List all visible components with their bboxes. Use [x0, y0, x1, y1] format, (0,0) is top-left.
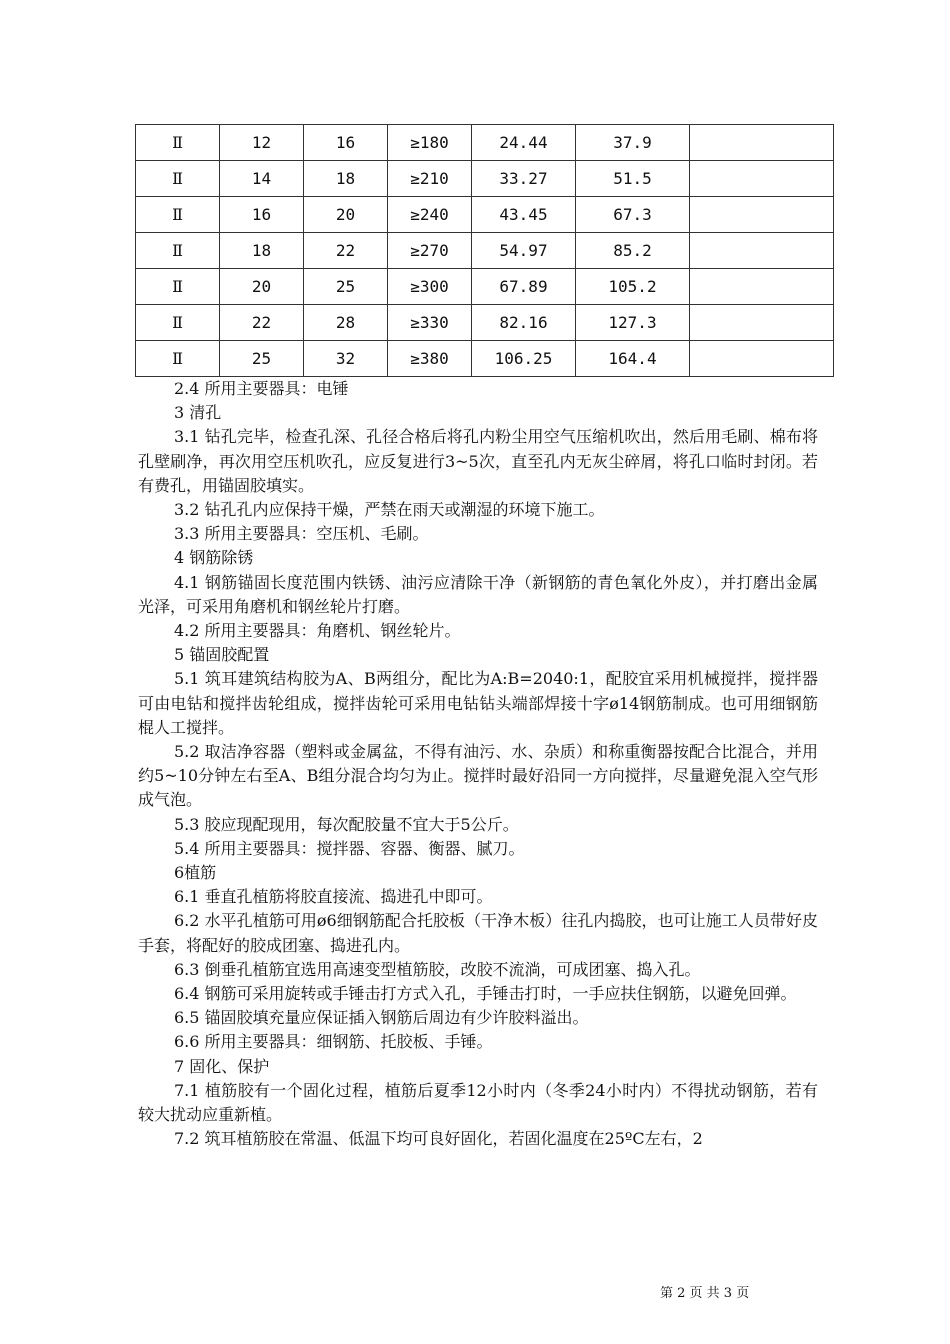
table-row	[136, 341, 834, 377]
table-cell: Ⅱ	[136, 269, 220, 305]
table-cell: ≥380	[388, 341, 472, 377]
table-cell: 12	[220, 125, 304, 161]
table-cell: 25	[304, 269, 388, 305]
paragraph: 3.1 钻孔完毕，检查孔深、孔径合格后将孔内粉尘用空气压缩机吹出，然后用毛刷、棉布将孔壁刷净，再次用空压机吹孔，应反复进行3~5次，直至孔内无灰尘碎屑，将孔口临时封闭。若有费孔，用锚固胶填实。	[138, 427, 818, 495]
table-cell	[690, 161, 834, 197]
table-cell: 24.44	[472, 125, 576, 161]
paragraph: 6.6 所用主要器具：细钢筋、托胶板、手锤。	[174, 1032, 493, 1052]
paragraph: 6.2 水平孔植筋可用ø6细钢筋配合托胶板（干净木板）往孔内捣胶，也可让施工人员带好皮手套，将配好的胶成团塞、捣进孔内。	[138, 911, 818, 955]
table-cell: ≥240	[388, 197, 472, 233]
table-row	[136, 197, 834, 233]
paragraph: 4.2 所用主要器具：角磨机、钢丝轮片。	[174, 621, 461, 641]
table-cell: 14	[220, 161, 304, 197]
paragraph: 4 钢筋除锈	[174, 548, 254, 568]
table-cell: ≥210	[388, 161, 472, 197]
paragraph: 7.2 筑耳植筋胶在常温、低温下均可良好固化，若固化温度在25ºC左右，2	[174, 1129, 703, 1149]
paragraph: 4.1 钢筋锚固长度范围内铁锈、油污应清除干净（新钢筋的青色氧化外皮），并打磨出金属光泽，可采用角磨机和钢丝轮片打磨。	[138, 572, 818, 616]
paragraph: 5.1 筑耳建筑结构胶为A、B两组分，配比为A:B=2040:1，配胶宜采用机械搅拌，搅拌器可由电钻和搅拌齿轮组成，搅拌齿轮可采用电钻钻头端部焊接十字ø14钢筋制成。也可用细钢筋棍人工搅拌。	[138, 669, 818, 737]
table-cell: 67.3	[576, 197, 690, 233]
table-cell: 82.16	[472, 305, 576, 341]
table-cell: 28	[304, 305, 388, 341]
table-cell: Ⅱ	[136, 233, 220, 269]
paragraph: 6.4 钢筋可采用旋转或手锤击打方式入孔，手锤击打时，一手应扶住钢筋，以避免回弹。	[174, 984, 797, 1004]
table-cell	[690, 233, 834, 269]
paragraph: 6.5 锚固胶填充量应保证插入钢筋后周边有少许胶料溢出。	[174, 1008, 589, 1028]
paragraph: 3.3 所用主要器具：空压机、毛刷。	[174, 524, 429, 544]
page-footer: 第 2 页 共 3 页	[660, 1286, 750, 1301]
table-cell: 16	[304, 125, 388, 161]
table-cell: Ⅱ	[136, 125, 220, 161]
table-row	[136, 233, 834, 269]
table-cell: 32	[304, 341, 388, 377]
paragraph: 7 固化、保护	[174, 1056, 270, 1076]
table-cell: 22	[304, 233, 388, 269]
table-cell	[690, 269, 834, 305]
table-cell	[690, 341, 834, 377]
table-cell: 20	[304, 197, 388, 233]
table-cell: 51.5	[576, 161, 690, 197]
table-cell: ≥270	[388, 233, 472, 269]
table-cell: 22	[220, 305, 304, 341]
table-cell	[690, 197, 834, 233]
table-cell: 43.45	[472, 197, 576, 233]
table-cell: 25	[220, 341, 304, 377]
paragraph: 6.3 倒垂孔植筋宜选用高速变型植筋胶，改胶不流淌，可成团塞、捣入孔。	[174, 959, 701, 979]
table-cell: 164.4	[576, 341, 690, 377]
table-cell: Ⅱ	[136, 197, 220, 233]
table-row	[136, 269, 834, 305]
paragraph: 6.1 垂直孔植筋将胶直接流、捣进孔中即可。	[174, 887, 493, 907]
table-cell: 67.89	[472, 269, 576, 305]
paragraph: 5 锚固胶配置	[174, 645, 270, 665]
table-cell: 54.97	[472, 233, 576, 269]
table-row	[136, 161, 834, 197]
table-cell: Ⅱ	[136, 161, 220, 197]
table-cell: 33.27	[472, 161, 576, 197]
table-cell: Ⅱ	[136, 305, 220, 341]
document-body	[138, 377, 818, 1152]
paragraph: 3.2 钻孔孔内应保持干燥，严禁在雨天或潮湿的环境下施工。	[174, 500, 605, 520]
table-cell	[690, 305, 834, 341]
paragraph: 2.4 所用主要器具：电锤	[174, 379, 349, 398]
table-cell: 127.3	[576, 305, 690, 341]
table-cell: 16	[220, 197, 304, 233]
table-cell: 37.9	[576, 125, 690, 161]
table-cell: 20	[220, 269, 304, 305]
paragraph: 5.3 胶应现配现用，每次配胶量不宜大于5公斤。	[174, 814, 519, 834]
anchor-spec-table	[135, 124, 834, 377]
table-cell: Ⅱ	[136, 341, 220, 377]
table-cell: ≥180	[388, 125, 472, 161]
paragraph: 6植筋	[174, 863, 217, 883]
table-cell: 85.2	[576, 233, 690, 269]
table-cell: 105.2	[576, 269, 690, 305]
table-cell: ≥300	[388, 269, 472, 305]
table-cell: 18	[304, 161, 388, 197]
table-cell	[690, 125, 834, 161]
paragraph: 5.2 取洁净容器（塑料或金属盆，不得有油污、水、杂质）和称重衡器按配合比混合，并用约5~10分钟左右至A、B组分混合均匀为止。搅拌时最好沿同一方向搅拌，尽量避免混入空气形成气泡。	[138, 742, 818, 810]
paragraph: 5.4 所用主要器具：搅拌器、容器、衡器、腻刀。	[174, 838, 525, 858]
table-row	[136, 125, 834, 161]
table-cell: 18	[220, 233, 304, 269]
paragraph: 7.1 植筋胶有一个固化过程，植筋后夏季12小时内（冬季24小时内）不得扰动钢筋，若有较大扰动应重新植。	[138, 1080, 818, 1125]
paragraph: 3 清孔	[174, 403, 222, 423]
table-cell: ≥330	[388, 305, 472, 341]
table-row	[136, 305, 834, 341]
table-cell: 106.25	[472, 341, 576, 377]
